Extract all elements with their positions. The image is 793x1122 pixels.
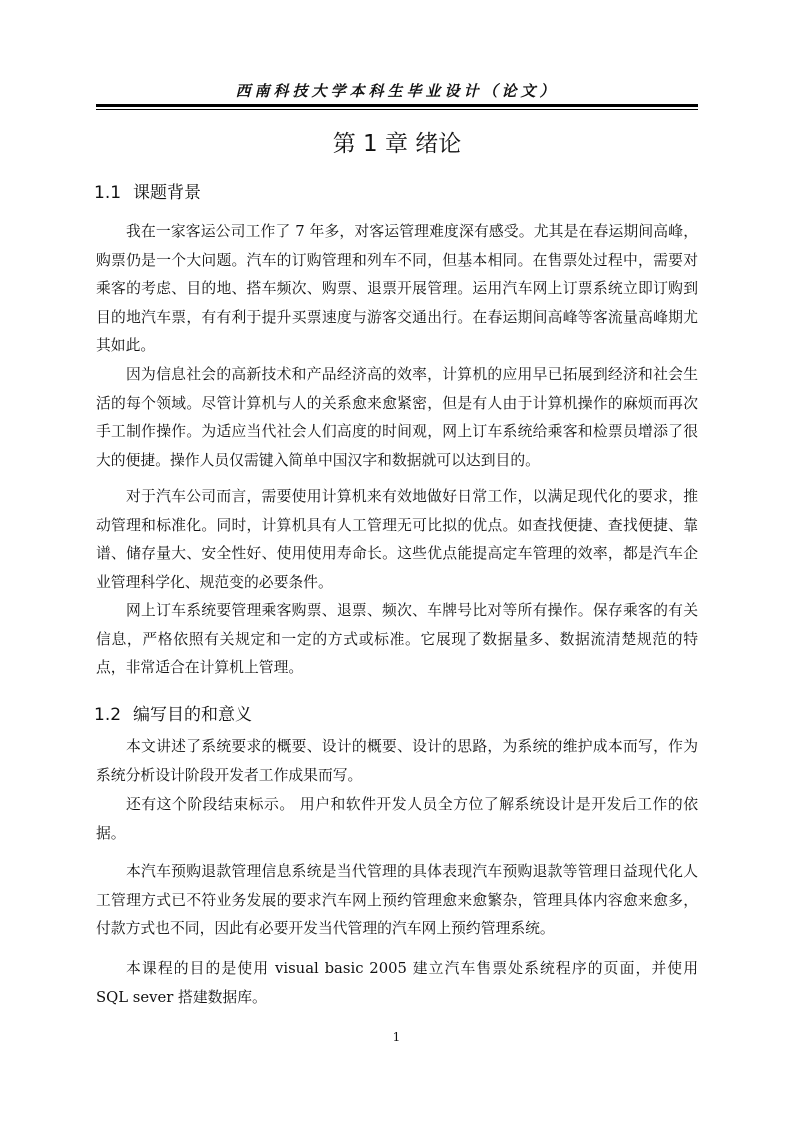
running-header: 西南科技大学本科生毕业设计（论文） <box>235 82 559 100</box>
section-title: 编写目的和意义 <box>133 705 253 725</box>
paragraph: 本文讲述了系统要求的概要、设计的概要、设计的思路，为系统的维护成本而写，作为系统分析设计阶段开发者工作成果而写。 <box>96 738 698 784</box>
section-number: 1.2 <box>94 705 122 725</box>
header-rule-thin <box>96 109 698 110</box>
section-heading-1-1 <box>94 178 201 203</box>
paragraph: 网上订车系统要管理乘客购票、退票、频次、车牌号比对等所有操作。保存乘客的有关信息，严格依照有关规定和一定的方式或标准。它展现了数据量多、数据流清楚规范的特点，非常适合在计算机上管理。 <box>96 602 698 677</box>
section-title: 课题背景 <box>133 183 202 203</box>
section-heading-1-2 <box>94 700 252 725</box>
chapter-title: 第 1 章 绪论 <box>332 131 462 157</box>
paragraph: 因为信息社会的高新技术和产品经济高的效率，计算机的应用早已拓展到经济和社会生活的每个领域。尽管计算机与人的关系愈来愈紧密，但是有人由于计算机操作的麻烦而再次手工制作操作。为适应当代社会人们高度的时间观，网上订车系统给乘客和检票员增添了很大的便捷。操作人员仅需键入简单中国汉字和数据就可以达到目的。 <box>96 366 698 469</box>
paragraph: 还有这个阶段结束标示。 用户和软件开发人员全方位了解系统设计是开发后工作的依据。 <box>96 796 698 842</box>
paragraph: 本课程的目的是使用 visual basic 2005 建立汽车售票处系统程序的页面，并使用 SQL sever 搭建数据库。 <box>96 960 698 1006</box>
header-rule-thick <box>96 104 698 107</box>
section-number: 1.1 <box>94 183 122 203</box>
paragraph: 我在一家客运公司工作了 7 年多，对客运管理难度深有感受。尤其是在春运期间高峰，购票仍是一个大问题。汽车的订购管理和列车不同，但基本相同。在售票处过程中，需要对乘客的考虑、目的地、搭车频次、购票、退票开展管理。运用汽车网上订票系统立即订购到目的地汽车票，有有利于提升买票速度与游客交通出行。在春运期间高峰等客流量高峰期尤其如此。 <box>96 223 698 355</box>
page-number: 1 <box>392 1030 401 1044</box>
paragraph: 对于汽车公司而言，需要使用计算机来有效地做好日常工作，以满足现代化的要求，推动管理和标准化。同时，计算机具有人工管理无可比拟的优点。如查找便捷、查找便捷、靠谱、储存量大、安全性好、使用使用寿命长。这些优点能提高定车管理的效率，都是汽车企业管理科学化、规范变的必要条件。 <box>96 488 698 591</box>
paragraph: 本汽车预购退款管理信息系统是当代管理的具体表现汽车预购退款等管理日益现代化人工管理方式已不符业务发展的要求汽车网上预约管理愈来愈繁杂，管理具体内容愈来愈多，付款方式也不同，因此有必要开发当代管理的汽车网上预约管理系统。 <box>96 863 698 938</box>
